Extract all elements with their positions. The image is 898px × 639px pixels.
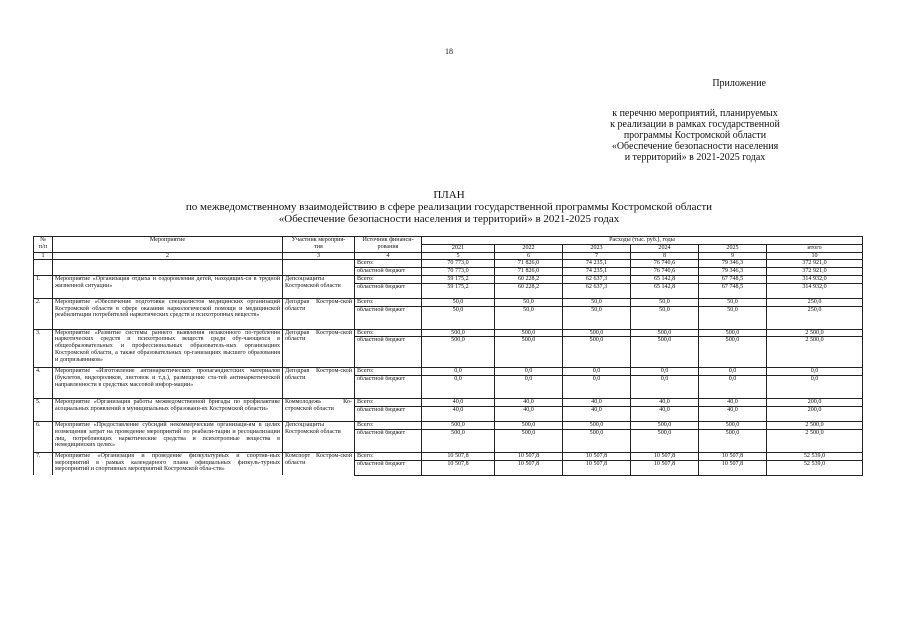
appendix-line: к реализации в рамках государственной [610, 119, 780, 130]
value-cell: 40,0 [563, 399, 631, 407]
value-cell: 500,0 [699, 337, 767, 368]
value-cell: 0,0 [699, 376, 767, 399]
participant-cell: Комспорт Костром-ской области [283, 452, 355, 475]
total-value-cell: 2 500,0 [767, 337, 863, 368]
value-cell: 500,0 [495, 429, 563, 452]
value-cell: 0,0 [422, 368, 495, 376]
value-cell: 500,0 [563, 337, 631, 368]
participant-cell: Депсоцзащиты Костромской области [283, 275, 355, 298]
source-cell: областной бюджет [355, 406, 422, 421]
value-cell: 50,0 [495, 298, 563, 306]
source-cell: областной бюджет [355, 268, 422, 276]
value-cell: 500,0 [495, 329, 563, 337]
header-year: 2021 [422, 244, 495, 252]
value-cell: 50,0 [422, 306, 495, 329]
value-cell: 10 507,8 [563, 452, 631, 460]
appendix-line: программы Костромской области [623, 130, 767, 141]
value-cell: 10 507,8 [699, 460, 767, 475]
value-cell: 0,0 [699, 368, 767, 376]
header-year: 2024 [631, 244, 699, 252]
col-number: 10 [767, 252, 863, 260]
total-value-cell: 2 500,0 [767, 429, 863, 452]
value-cell: 50,0 [699, 298, 767, 306]
value-cell: 74 235,1 [563, 260, 631, 268]
value-cell: 10 507,8 [631, 460, 699, 475]
col-number: 5 [422, 252, 495, 260]
value-cell: 40,0 [563, 406, 631, 421]
row-number: 3. [34, 329, 53, 368]
value-cell: 500,0 [631, 337, 699, 368]
source-cell: Всего: [355, 275, 422, 283]
activity-cell: Мероприятие «Организация и проведение физкультурных и спортив-ных мероприятий в рамках календарного плана официальных физкуль-турных мероприятий и спортивных мероприятий Костромской обла-сти» [53, 452, 283, 475]
value-cell: 50,0 [563, 306, 631, 329]
value-cell: 65 142,8 [631, 283, 699, 298]
value-cell: 500,0 [699, 429, 767, 452]
value-cell: 40,0 [495, 406, 563, 421]
col-number: 4 [355, 252, 422, 260]
row-number: 7. [34, 452, 53, 475]
value-cell: 50,0 [495, 306, 563, 329]
activity-row [34, 298, 863, 306]
value-cell: 10 507,8 [495, 460, 563, 475]
source-cell: областной бюджет [355, 429, 422, 452]
plan-title: ПЛАН [433, 189, 465, 201]
source-cell: Всего: [355, 452, 422, 460]
value-cell: 500,0 [563, 429, 631, 452]
value-cell: 60 228,2 [495, 275, 563, 283]
value-cell: 0,0 [495, 376, 563, 399]
appendix-line: «Обеспечение безопасности населения [611, 141, 779, 152]
totals-row [34, 260, 863, 268]
participant-cell: Депздрав Костром-ской области [283, 329, 355, 368]
source-cell: Всего: [355, 399, 422, 407]
value-cell: 0,0 [563, 368, 631, 376]
activity-cell: Мероприятие «Предоставление субсидий некоммерческим организаци-ям в целях возмещения затрат на проведение мероприятий по реабили-тации и ресоциализации лиц, потребляющих наркотические средства и психотропные вещества в немедицинских целях» [53, 421, 283, 452]
row-number: 6. [34, 421, 53, 452]
total-value-cell: 372 921,0 [767, 260, 863, 268]
col-number: 9 [699, 252, 767, 260]
source-cell: областной бюджет [355, 460, 422, 475]
value-cell: 0,0 [631, 368, 699, 376]
value-cell: 10 507,8 [422, 460, 495, 475]
value-cell: 67 748,5 [699, 275, 767, 283]
header-participant: Участник мероприя- тия [283, 237, 355, 253]
total-value-cell: 2 500,0 [767, 421, 863, 429]
source-cell: областной бюджет [355, 283, 422, 298]
plan-subtitle-line: по межведомственному взаимодействию в сфере реализации государственной программы Костромской области [185, 201, 713, 213]
value-cell: 500,0 [422, 421, 495, 429]
plan-table [33, 236, 863, 476]
value-cell: 500,0 [631, 429, 699, 452]
header-num: № п/п [34, 237, 53, 253]
source-cell: Всего: [355, 421, 422, 429]
activity-row [34, 421, 863, 429]
value-cell: 40,0 [631, 406, 699, 421]
activity-cell: Мероприятие «Обеспечение подготовки специалистов медицинских организаций Костромской области в сфере оказания наркологической помощи и медицинской реабилитации потребителей наркотических средств и психотропных веществ» [53, 298, 283, 329]
value-cell: 62 637,3 [563, 275, 631, 283]
activity-cell: Мероприятие «Организация работы межведомственной бригады по профилактике асоциальных проявлений в муниципальных образовани-ях Костромской области» [53, 399, 283, 422]
value-cell: 40,0 [422, 406, 495, 421]
value-cell: 71 826,0 [495, 268, 563, 276]
header-activity: Мероприятие [53, 237, 283, 253]
header-year: 2025 [699, 244, 767, 252]
col-number: 8 [631, 252, 699, 260]
value-cell: 79 346,3 [699, 260, 767, 268]
total-value-cell: 52 539,0 [767, 452, 863, 460]
value-cell: 0,0 [563, 376, 631, 399]
row-number: 2. [34, 298, 53, 329]
activity-cell: Мероприятие «Изготовление антинаркотических пропагандистских материалов (буклетов, видеороликов, листовок и т.д.), размещение ста-тей антинаркотической направленности в средствах массовой инфор-мации» [53, 368, 283, 399]
col-number: 2 [53, 252, 283, 260]
value-cell: 50,0 [631, 306, 699, 329]
value-cell: 76 740,6 [631, 260, 699, 268]
value-cell: 59 175,2 [422, 275, 495, 283]
value-cell: 50,0 [699, 306, 767, 329]
header-year: 2022 [495, 244, 563, 252]
activity-row [34, 368, 863, 376]
source-cell: областной бюджет [355, 376, 422, 399]
totals-num-cell [34, 260, 53, 276]
value-cell: 10 507,8 [422, 452, 495, 460]
total-value-cell: 0,0 [767, 376, 863, 399]
row-number: 4. [34, 368, 53, 399]
value-cell: 60 228,2 [495, 283, 563, 298]
value-cell: 0,0 [631, 376, 699, 399]
value-cell: 59 175,2 [422, 283, 495, 298]
value-cell: 500,0 [631, 421, 699, 429]
value-cell: 67 748,5 [699, 283, 767, 298]
source-cell: Всего: [355, 329, 422, 337]
activity-cell: Мероприятие «Организация отдыха и оздоровления детей, находящих-ся в трудной жизненной ситуации» [53, 275, 283, 298]
value-cell: 40,0 [495, 399, 563, 407]
value-cell: 500,0 [563, 329, 631, 337]
plan-heading [0, 189, 898, 225]
value-cell: 40,0 [422, 399, 495, 407]
totals-participant-cell [283, 260, 355, 276]
total-value-cell: 52 539,0 [767, 460, 863, 475]
value-cell: 500,0 [631, 329, 699, 337]
participant-cell: Коммолодежь Ко-стромской области [283, 399, 355, 422]
source-cell: областной бюджет [355, 306, 422, 329]
value-cell: 50,0 [422, 298, 495, 306]
participant-cell: Депсоцзащиты Костромской области [283, 421, 355, 452]
participant-cell: Депздрав Костром-ской области [283, 368, 355, 399]
total-value-cell: 250,0 [767, 298, 863, 306]
value-cell: 10 507,8 [699, 452, 767, 460]
value-cell: 40,0 [699, 399, 767, 407]
appendix-title: Приложение [712, 78, 766, 89]
page-number: 18 [445, 47, 453, 56]
value-cell: 500,0 [699, 329, 767, 337]
value-cell: 70 773,0 [422, 260, 495, 268]
value-cell: 0,0 [422, 376, 495, 399]
value-cell: 71 826,0 [495, 260, 563, 268]
header-total: итого [767, 244, 863, 252]
value-cell: 500,0 [422, 329, 495, 337]
col-number: 1 [34, 252, 53, 260]
value-cell: 10 507,8 [631, 452, 699, 460]
total-value-cell: 372 921,0 [767, 268, 863, 276]
value-cell: 500,0 [422, 337, 495, 368]
activity-row [34, 452, 863, 460]
total-value-cell: 2 500,0 [767, 329, 863, 337]
plan-table-body [34, 260, 863, 475]
participant-cell: Депздрав Костром-ской области [283, 298, 355, 329]
activity-cell: Мероприятие «Развитие системы раннего выявления незаконного по-требления наркотических средств и психотропных веществ среди обу-чающихся в общеобразовательных и профессиональных образователь-ных организациях Костромской области, а также образовательных ор-ганизациях высшего образования и допризывников» [53, 329, 283, 368]
value-cell: 500,0 [422, 429, 495, 452]
row-number: 1. [34, 275, 53, 298]
total-value-cell: 250,0 [767, 306, 863, 329]
value-cell: 10 507,8 [563, 460, 631, 475]
value-cell: 74 235,1 [563, 268, 631, 276]
value-cell: 50,0 [563, 298, 631, 306]
value-cell: 500,0 [495, 421, 563, 429]
value-cell: 40,0 [699, 406, 767, 421]
value-cell: 40,0 [631, 399, 699, 407]
value-cell: 50,0 [631, 298, 699, 306]
value-cell: 62 637,3 [563, 283, 631, 298]
value-cell: 10 507,8 [495, 452, 563, 460]
header-source: Источник финанси- рования [355, 237, 422, 253]
total-value-cell: 200,0 [767, 399, 863, 407]
appendix-reference [590, 108, 800, 163]
value-cell: 500,0 [495, 337, 563, 368]
value-cell: 70 773,0 [422, 268, 495, 276]
value-cell: 500,0 [699, 421, 767, 429]
total-value-cell: 314 932,0 [767, 275, 863, 283]
total-value-cell: 200,0 [767, 406, 863, 421]
value-cell: 500,0 [563, 421, 631, 429]
value-cell: 76 740,6 [631, 268, 699, 276]
col-number: 3 [283, 252, 355, 260]
header-expenses: Расходы (тыс. руб.), годы [422, 237, 863, 245]
activity-row [34, 399, 863, 407]
source-cell: Всего: [355, 260, 422, 268]
total-value-cell: 0,0 [767, 368, 863, 376]
totals-activity-cell [53, 260, 283, 276]
activity-row [34, 275, 863, 283]
source-cell: областной бюджет [355, 337, 422, 368]
value-cell: 0,0 [495, 368, 563, 376]
col-number: 7 [563, 252, 631, 260]
source-cell: Всего: [355, 368, 422, 376]
value-cell: 79 346,3 [699, 268, 767, 276]
source-cell: Всего: [355, 298, 422, 306]
activity-row [34, 329, 863, 337]
header-year: 2023 [563, 244, 631, 252]
total-value-cell: 314 932,0 [767, 283, 863, 298]
value-cell: 65 142,8 [631, 275, 699, 283]
row-number: 5. [34, 399, 53, 422]
appendix-line: и территорий» в 2021-2025 годах [624, 152, 766, 163]
appendix-line: к перечню мероприятий, планируемых [612, 108, 778, 119]
col-number: 6 [495, 252, 563, 260]
plan-subtitle-line: «Обеспечение безопасности населения и территорий» в 2021-2025 годах [278, 213, 620, 225]
